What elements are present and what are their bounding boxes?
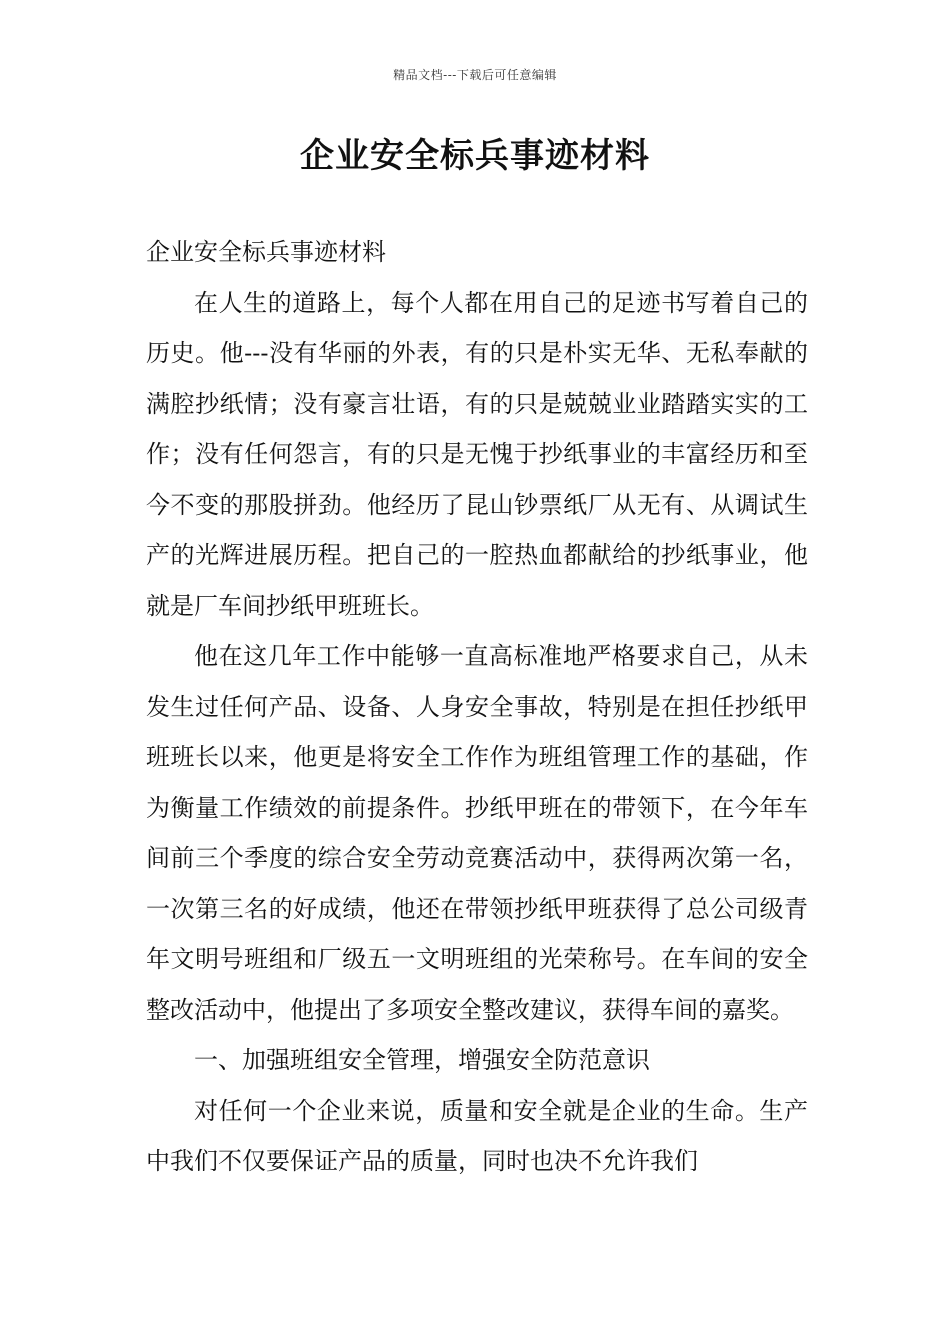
document-body <box>146 227 808 1187</box>
body-heading: 企业安全标兵事迹材料 <box>146 238 386 266</box>
paragraph-quality-safety: 对任何一个企业来说，质量和安全就是企业的生命。生产中我们不仅要保证产品的质量，同时也决不允许我们 <box>146 1096 808 1175</box>
document-title: 企业安全标兵事迹材料 <box>300 136 650 176</box>
section-heading: 一、加强班组安全管理，增强安全防范意识 <box>194 1046 650 1074</box>
paragraph-achievements: 他在这几年工作中能够一直高标准地严格要求自己，从未发生过任何产品、设备、人身安全事故，特别是在担任抄纸甲班班长以来，他更是将安全工作作为班组管理工作的基础，作为衡量工作绩效的前提条件。抄纸甲班在的带领下，在今年车间前三个季度的综合安全劳动竞赛活动中，获得两次第一名，一次第三名的好成绩，他还在带领抄纸甲班获得了总公司级青年文明号班组和厂级五一文明班组的光荣称号。在车间的安全整改活动中，他提出了多项安全整改建议，获得车间的嘉奖。 <box>146 642 808 1024</box>
header-note: 精品文档---下载后可任意编辑 <box>393 68 557 82</box>
paragraph-intro: 在人生的道路上，每个人都在用自己的足迹书写着自己的历史。他---没有华丽的外表，有的只是朴实无华、无私奉献的满腔抄纸情；没有豪言壮语，有的只是兢兢业业踏踏实实的工作；没有任何怨言，有的只是无愧于抄纸事业的丰富经历和至今不变的那股拼劲。他经历了昆山钞票纸厂从无有、从调试生产的光辉进展历程。把自己的一腔热血都献给的抄纸事业，他就是厂车间抄纸甲班班长。 <box>146 288 808 620</box>
